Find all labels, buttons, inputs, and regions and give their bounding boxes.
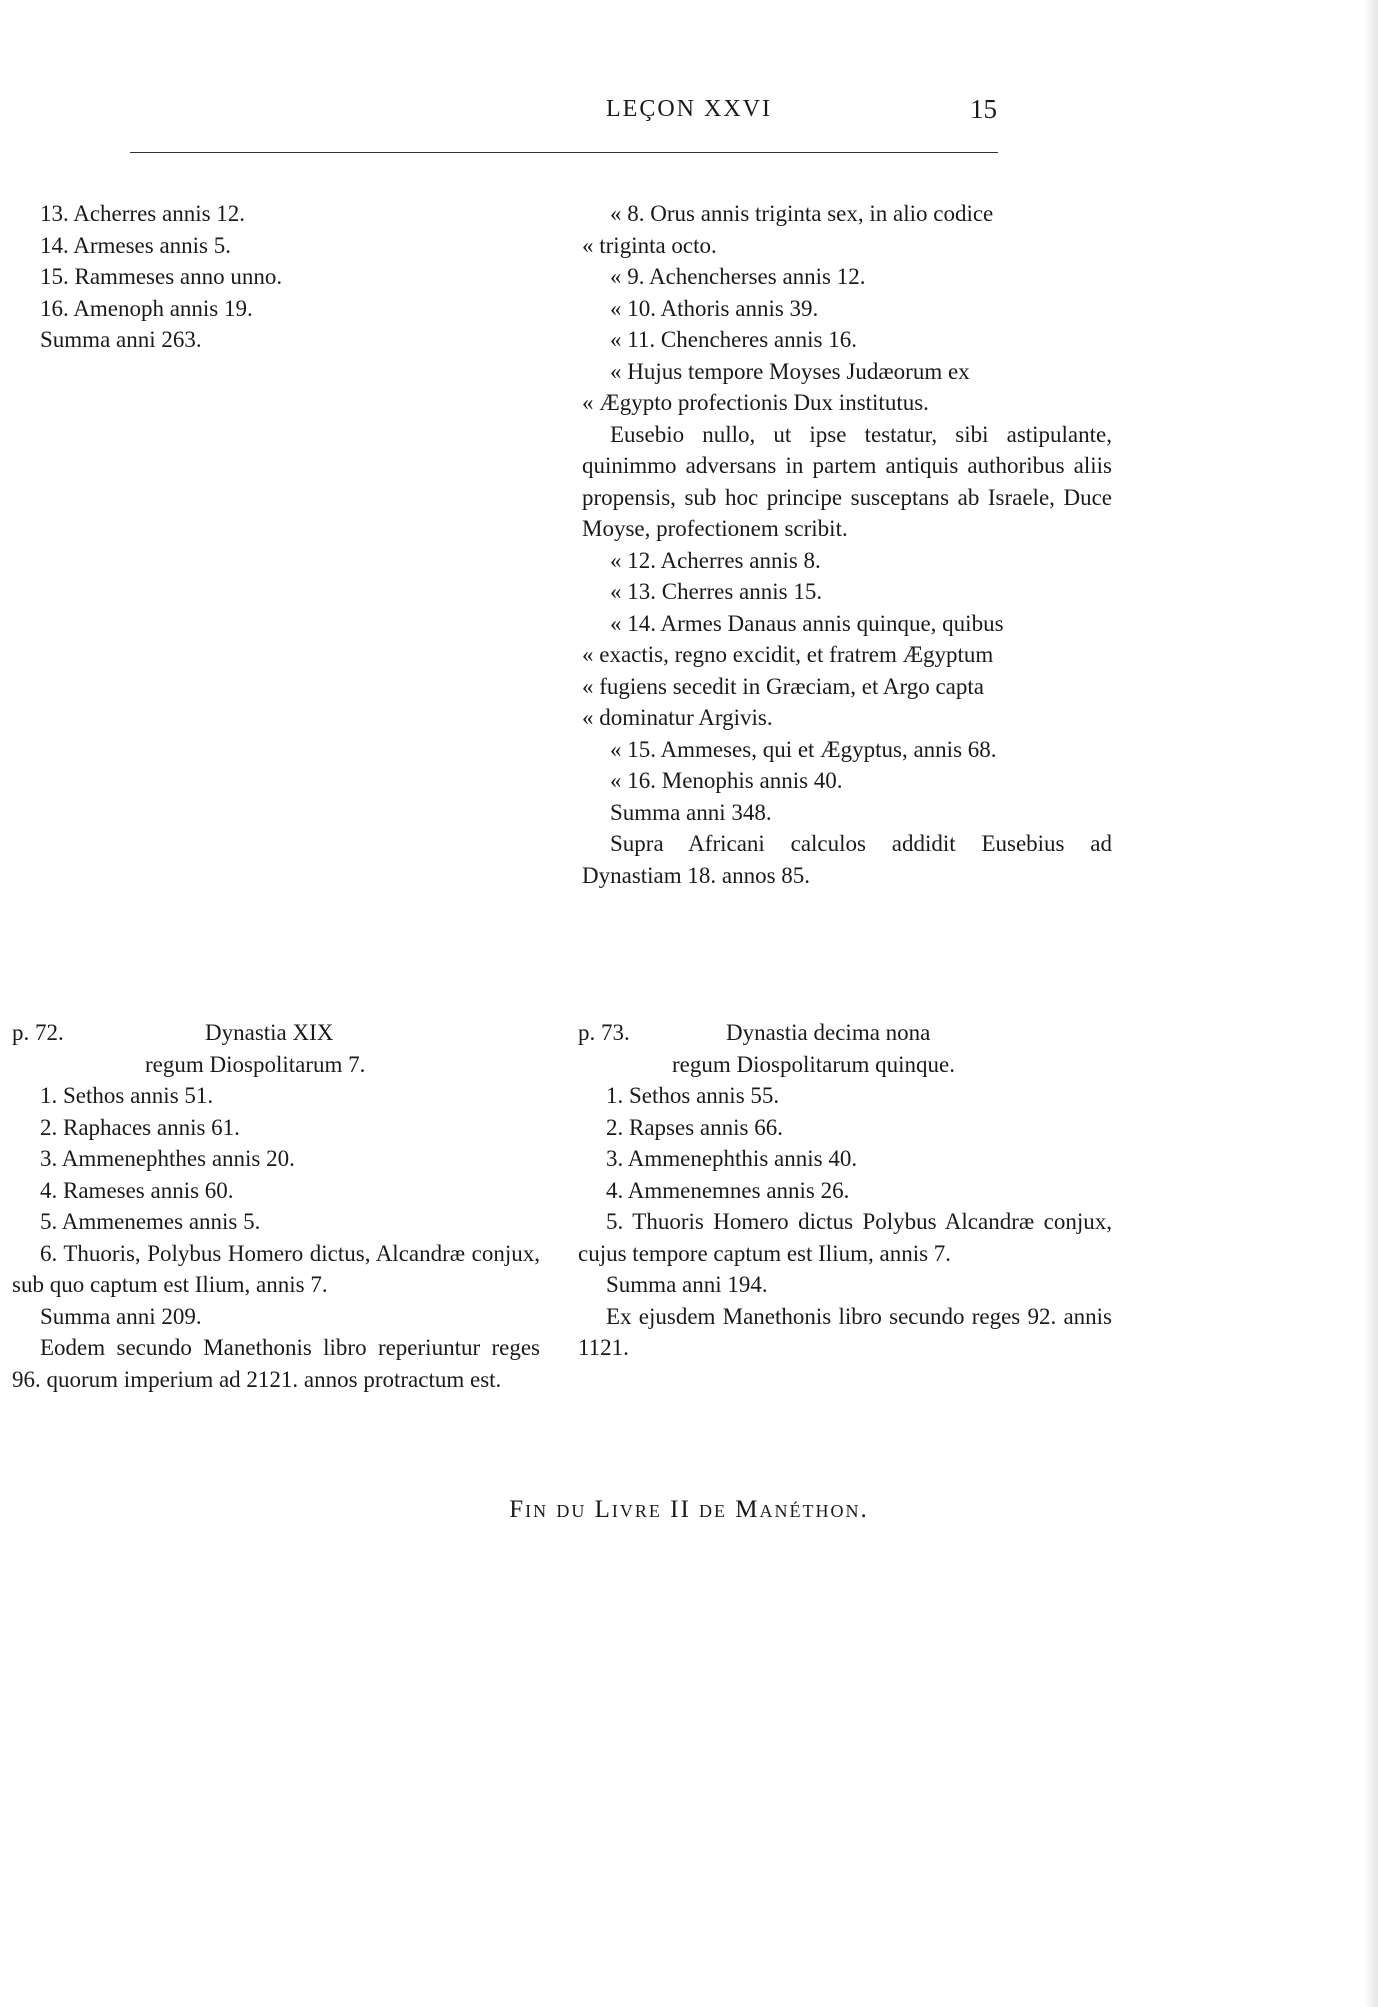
list-item: 4. Ammenemnes annis 26.	[606, 1177, 850, 1203]
list-item: 13. Acherres annis 12.	[40, 201, 246, 226]
top-left-column	[40, 198, 560, 356]
list-item: « 10. Athoris annis 39.	[610, 295, 819, 321]
commentary-paragraph: Supra Africani calculos addidit Eusebius ad Dynastiam 18. annos 85.	[582, 831, 1112, 888]
page-reference: p. 73.	[578, 1020, 630, 1045]
list-item: « 16. Menophis annis 40.	[610, 768, 843, 793]
list-item: « 13. Cherres annis 15.	[610, 579, 823, 604]
dynasty-heading	[578, 1017, 1112, 1049]
summa-line: Summa anni 348.	[610, 799, 772, 825]
list-item: « 9. Achencherses annis 12.	[610, 264, 866, 289]
dynasty-heading	[12, 1017, 540, 1049]
summa-line: Summa anni 263.	[40, 327, 202, 352]
list-item: « 8. Orus annis triginta sex, in alio codice	[610, 201, 994, 226]
end-of-book-line	[0, 1496, 1378, 1524]
list-item: « triginta octo.	[582, 232, 717, 258]
dynasty-title: Dynastia decima nona	[726, 1020, 931, 1045]
list-item: « Ægypto profectionis Dux institutus.	[582, 390, 929, 415]
list-item: 2. Rapses annis 66.	[606, 1114, 783, 1140]
list-item-paragraph: 6. Thuoris, Polybus Homero dictus, Alcandræ conjux, sub quo captum est Ilium, annis 7.	[12, 1240, 540, 1297]
commentary-paragraph: Eusebio nullo, ut ipse testatur, sibi astipulante, quinimmo adversans in partem antiquis authoribus aliis propensis, sub hoc principe susceptans ab Israele, Duce Moyse, profectionem scribit.	[582, 421, 1112, 541]
list-item-paragraph: 5. Thuoris Homero dictus Polybus Alcandræ conjux, cujus tempore captum est Ilium, annis 7.	[578, 1209, 1112, 1266]
list-item: « fugiens secedit in Græciam, et Argo capta	[582, 673, 984, 699]
commentary-paragraph: Ex ejusdem Manethonis libro secundo reges 92. annis 1121.	[578, 1303, 1112, 1360]
list-item: 4. Rameses annis 60.	[40, 1177, 234, 1203]
list-item: « exactis, regno excidit, et fratrem Ægyptum	[582, 642, 994, 667]
list-item: « 14. Armes Danaus annis quinque, quibus	[610, 610, 1004, 636]
list-item: « 12. Acherres annis 8.	[610, 547, 821, 573]
list-item: « 11. Chencheres annis 16.	[610, 327, 857, 352]
end-of-book-text: Fin du Livre II de Manéthon.	[509, 1496, 869, 1523]
list-item: 5. Ammenemes annis 5.	[40, 1209, 261, 1234]
list-item: 1. Sethos annis 55.	[606, 1083, 780, 1108]
summa-line: Summa anni 209.	[40, 1303, 202, 1329]
list-item: « dominatur Argivis.	[582, 705, 773, 730]
list-item: 16. Amenoph annis 19.	[40, 295, 253, 321]
page-number: 15	[970, 94, 997, 124]
list-item: « 15. Ammeses, qui et Ægyptus, annis 68.	[610, 736, 997, 762]
page-edge-shadow	[1364, 0, 1378, 2007]
list-item: 2. Raphaces annis 61.	[40, 1114, 240, 1140]
top-right-column	[582, 198, 1112, 891]
page-reference: p. 72.	[12, 1020, 64, 1045]
header-rule	[130, 152, 998, 153]
list-item: 3. Ammenephthis annis 40.	[606, 1146, 858, 1171]
list-item: 1. Sethos annis 51.	[40, 1083, 214, 1108]
running-header-title: LEÇON XXVI	[606, 96, 772, 122]
bottom-left-column	[12, 1017, 540, 1395]
bottom-right-column	[578, 1017, 1112, 1364]
summa-line: Summa anni 194.	[606, 1272, 768, 1297]
dynasty-subtitle: regum Diospolitarum 7.	[145, 1051, 366, 1077]
list-item: 14. Armeses annis 5.	[40, 232, 232, 258]
list-item: « Hujus tempore Moyses Judæorum ex	[610, 358, 970, 384]
dynasty-title: Dynastia XIX	[205, 1020, 334, 1045]
list-item: 15. Rammeses anno unno.	[40, 264, 283, 289]
dynasty-subtitle: regum Diospolitarum quinque.	[672, 1051, 955, 1077]
commentary-paragraph: Eodem secundo Manethonis libro reperiuntur reges 96. quorum imperium ad 2121. annos protractum est.	[12, 1335, 540, 1392]
list-item: 3. Ammenephthes annis 20.	[40, 1146, 295, 1171]
